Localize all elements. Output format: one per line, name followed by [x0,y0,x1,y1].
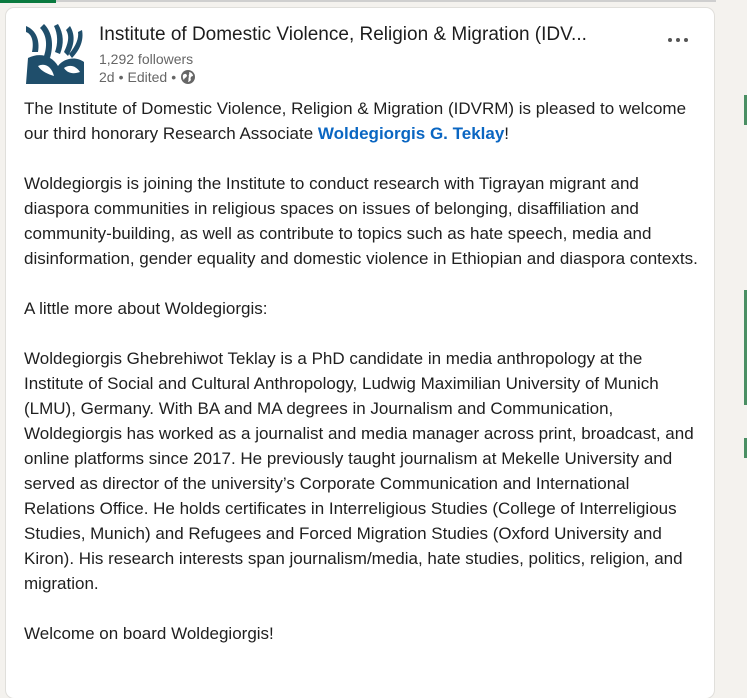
post-card [6,8,714,698]
more-options-icon[interactable] [664,26,692,54]
right-gutter [716,0,747,685]
author-name[interactable]: Institute of Domestic Violence, Religion & Migration (IDV... [99,24,587,45]
globe-icon [180,69,196,85]
post-timestamp [99,68,659,86]
institute-logo-icon[interactable] [24,22,86,84]
post-paragraph-intro [24,96,704,146]
post-text [24,96,704,671]
post-paragraph: A little more about Woldegiorgis: [24,299,268,318]
intro-text: The Institute of Domestic Violence, Religion & Migration (IDVRM) is pleased to welcome our third honorary Research Associate [24,99,687,143]
post-header [24,22,700,86]
post-paragraph: Welcome on board Woldegiorgis! [24,624,274,643]
intro-suffix: ! [504,124,510,143]
post-paragraph: Woldegiorgis Ghebrehiwot Teklay is a PhD candidate in media anthropology at the Institute of Social and Cultural Anthropology, Ludwig Maximilian University of Munich (LMU), Germany. With BA and MA degrees in Journalism and Communication, Woldegiorgis has worked as a journalist and media manager across print, broadcast, and online platforms since 2017. He previously taught journalism at Mekelle University and served as director of the university’s Corporate Communication and International Relations Office. He holds certificates in Interreligious Studies (College of Interreligious Studies, Munich) and Refugees and Forced Migration Studies (Oxford University and Kiron). His research interests span journalism/media, hate studies, politics, religion, and migration. [24,349,694,593]
top-accent-bar [0,0,56,3]
post-paragraph: Woldegiorgis is joining the Institute to conduct research with Tigrayan migrant and diaspora communities in religious spaces on issues of belonging, disaffiliation and community-building, as well as contribute to topics such as hate speech, media and disinformation, gender equality and domestic violence in Ethiopian and diaspora contexts. [24,174,698,268]
separator-dot: • [118,69,124,85]
separator-dot: • [171,69,177,85]
author-meta [99,22,659,86]
edited-label: Edited [127,69,168,85]
top-divider [56,0,747,2]
post-age: 2d [99,69,115,85]
follower-count: 1,292 followers [99,51,194,67]
mention-link[interactable]: Woldegiorgis G. Teklay [317,124,505,143]
